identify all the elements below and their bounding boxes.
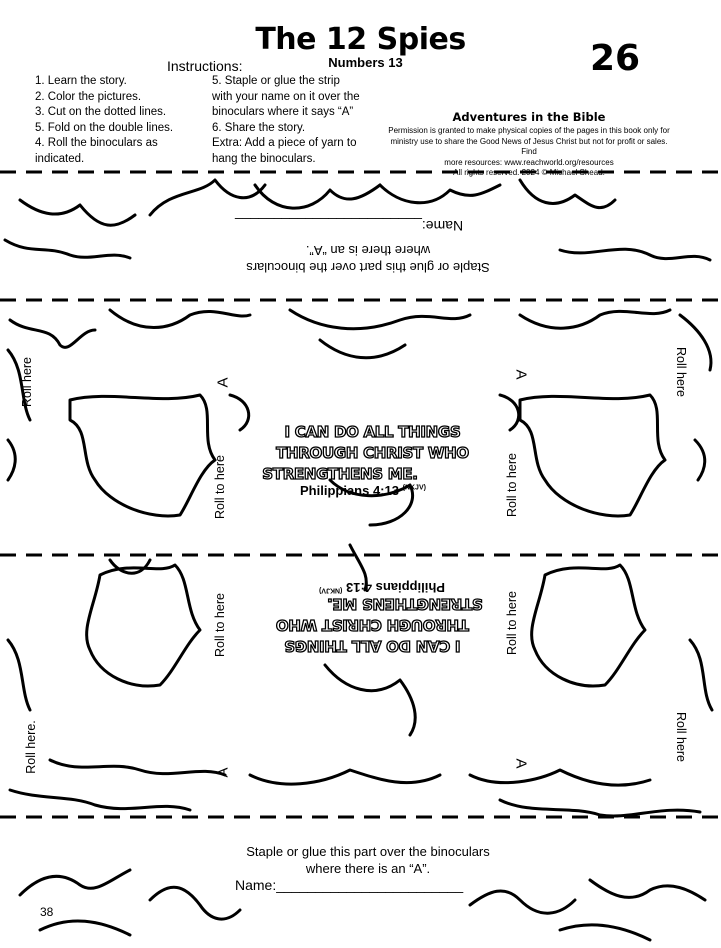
scripture-reference: Numbers 13 [328, 55, 403, 70]
staple-line: Staple or glue this part over the binoculars [246, 844, 490, 859]
name-line: Name:________________________ [235, 877, 464, 893]
permission-line: ministry use to share the Good News of Jesus Christ but not for profit or sales. Find [390, 136, 668, 156]
verse-reference: Philippians 4:13 [346, 580, 445, 595]
verse-line: THROUGH CHRIST WHO [276, 616, 469, 634]
instruction-line: 2. Color the pictures. [35, 90, 142, 103]
instruction-line: binoculars where it says “A” [212, 106, 354, 118]
instruction-line: 5. Staple or glue the strip [212, 75, 340, 87]
roll-here-label: Roll here. [23, 720, 38, 774]
permission-notice [384, 126, 674, 179]
instructions-left-column [35, 74, 173, 167]
roll-here-label: Roll here [674, 346, 689, 398]
a-marker: A [214, 767, 232, 778]
roll-here-label: Roll here [20, 356, 35, 408]
series-name: Adventures in the Bible [452, 110, 606, 124]
roll-to-here-label: Roll to here [212, 455, 227, 519]
instruction-line: with your name on it over the [212, 90, 360, 103]
permission-line: more resources: www.reachworld.org/resources [444, 157, 614, 167]
lesson-number: 26 [590, 38, 641, 79]
permission-line: All rights reserved. 2024 © Michael Shead. [453, 168, 605, 177]
a-marker: A [214, 377, 232, 388]
memory-verse [255, 422, 490, 498]
verse-version: (NKJV) [319, 586, 343, 594]
instruction-line: hang the binoculars. [212, 152, 316, 165]
verse-version: (NKJV) [402, 484, 426, 492]
staple-line: where there is an “A”. [305, 861, 431, 876]
instruction-line: 1. Learn the story. [35, 75, 127, 87]
instruction-line: indicated. [35, 152, 85, 165]
name-line-flipped: Name:________________________ [235, 218, 464, 234]
page-title: The 12 Spies [255, 22, 466, 57]
verse-reference: Philippians 4:13 [300, 483, 399, 498]
page-number: 38 [40, 905, 54, 919]
staple-instructions-flipped [213, 242, 523, 276]
roll-here-label: Roll here [674, 711, 689, 763]
verse-line: I CAN DO ALL THINGS [284, 423, 461, 441]
staple-line: Staple or glue this part over the binoculars [246, 260, 490, 275]
instructions-right-column [212, 74, 360, 167]
instruction-line: 4. Roll the binoculars as [35, 137, 158, 149]
roll-to-here-label: Roll to here [504, 591, 519, 655]
staple-instructions [213, 843, 523, 877]
roll-to-here-label: Roll to here [504, 453, 519, 517]
instruction-line: Extra: Add a piece of yarn to [212, 137, 357, 149]
roll-to-here-label: Roll to here [212, 593, 227, 657]
verse-line: STRENGTHENS ME. [327, 595, 483, 613]
instruction-line: 5. Fold on the double lines. [35, 121, 174, 134]
instructions-heading: Instructions: [167, 58, 243, 74]
verse-line: I CAN DO ALL THINGS [284, 637, 461, 655]
permission-line: Permission is granted to make physical copies of the pages in this book only for [388, 126, 670, 135]
staple-line: where there is an “A”. [305, 243, 431, 258]
verse-reference-block [255, 483, 490, 498]
a-marker: A [512, 369, 530, 380]
instruction-line: 6. Share the story. [212, 121, 306, 134]
verse-line: THROUGH CHRIST WHO [276, 444, 469, 462]
a-marker: A [512, 758, 530, 769]
instruction-line: 3. Cut on the dotted lines. [35, 106, 167, 118]
verse-line: STRENGTHENS ME. [262, 465, 418, 483]
memory-verse-flipped [255, 580, 490, 656]
